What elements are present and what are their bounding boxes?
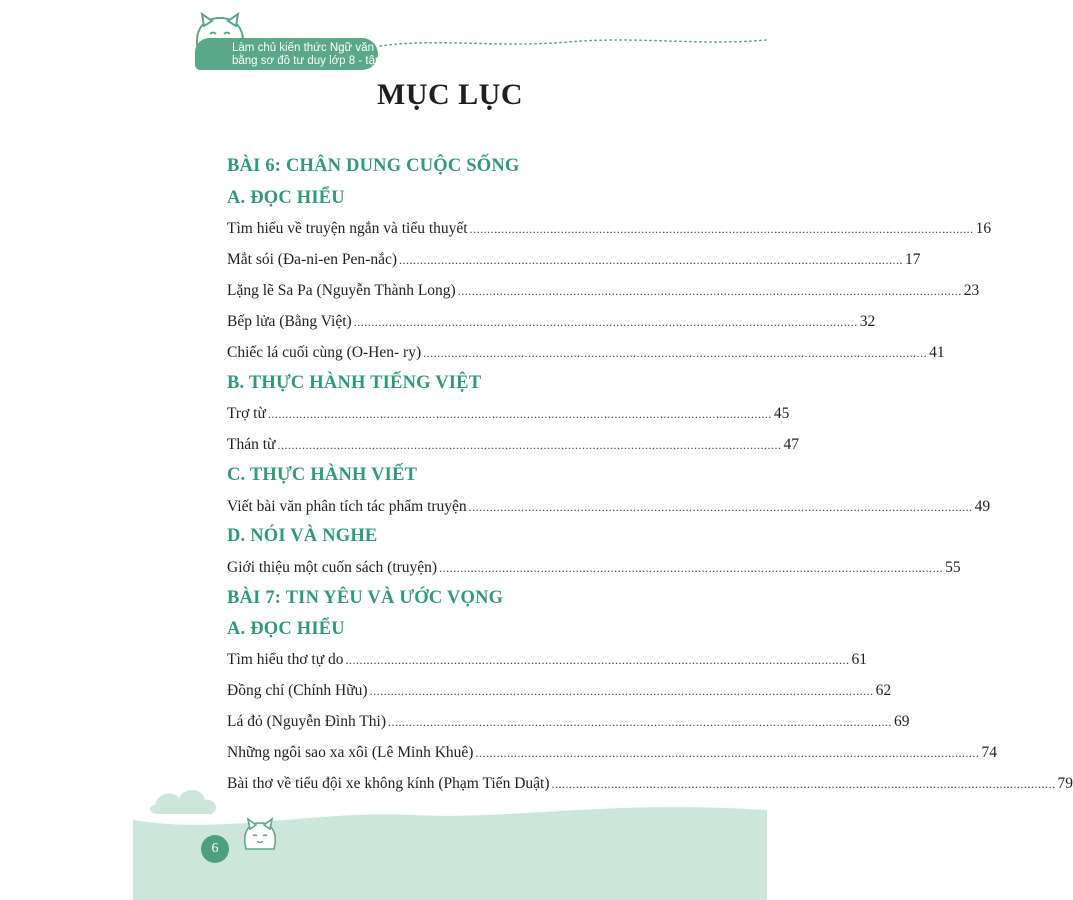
toc-entry-label: Thán từ bbox=[227, 436, 276, 453]
dot-leader: ................................................................................................................................................ bbox=[475, 746, 980, 760]
toc-entry-page: 69 bbox=[894, 713, 910, 730]
dotted-wave-divider bbox=[378, 36, 768, 50]
page-number: 6 bbox=[201, 835, 229, 863]
toc-entry[interactable] bbox=[227, 713, 910, 735]
series-title-line2: bằng sơ đồ tư duy lớp 8 - tập 2 bbox=[232, 55, 391, 67]
dot-leader: ................................................................................................................................................ bbox=[267, 407, 772, 421]
toc-entry[interactable] bbox=[227, 436, 799, 458]
toc-entry[interactable] bbox=[227, 559, 961, 581]
dot-leader: ................................................................................................................................................ bbox=[439, 561, 944, 575]
toc-entry-page: 47 bbox=[783, 436, 799, 453]
section-heading: C. THỰC HÀNH VIẾT bbox=[227, 465, 418, 485]
section-heading: A. ĐỌC HIỂU bbox=[227, 619, 345, 639]
lesson-6-title: BÀI 6: CHÂN DUNG CUỘC SỐNG bbox=[227, 156, 520, 176]
toc-entry-label: Mắt sói (Đa-ni-en Pen-nắc) bbox=[227, 251, 398, 268]
dot-leader: ................................................................................................................................................ bbox=[353, 315, 858, 329]
page-title: MỤC LỤC bbox=[377, 78, 523, 111]
section-heading: A. ĐỌC HIỂU bbox=[227, 188, 345, 208]
toc-entry-page: 79 bbox=[1057, 775, 1073, 792]
toc-entry[interactable] bbox=[227, 744, 997, 766]
dot-leader: ................................................................................................................................................ bbox=[551, 777, 1056, 791]
dot-leader: ................................................................................................................................................ bbox=[369, 684, 874, 698]
toc-entry[interactable] bbox=[227, 498, 991, 520]
toc-entry-label: Lá đỏ (Nguyễn Đình Thi) bbox=[227, 713, 386, 730]
toc-entry-page: 32 bbox=[859, 313, 876, 330]
toc-entry-label: Trợ từ bbox=[227, 405, 266, 422]
series-title-line1: Làm chủ kiến thức Ngữ văn bbox=[232, 42, 374, 54]
dot-leader: ................................................................................................................................................ bbox=[399, 253, 904, 267]
toc-entry-page: 23 bbox=[963, 282, 980, 299]
toc-entry[interactable] bbox=[227, 220, 992, 242]
toc-entry[interactable] bbox=[227, 282, 980, 304]
toc-entry-page: 61 bbox=[851, 651, 867, 668]
lesson-7-title: BÀI 7: TIN YÊU VÀ ƯỚC VỌNG bbox=[227, 588, 504, 608]
toc-entry[interactable] bbox=[227, 405, 790, 427]
dot-leader: ................................................................................................................................................ bbox=[277, 438, 782, 452]
toc-entry-page: 41 bbox=[929, 344, 945, 361]
cloud-decoration bbox=[150, 790, 216, 814]
toc-entry[interactable] bbox=[227, 775, 1073, 797]
toc-entry-page: 45 bbox=[773, 405, 790, 422]
toc-entry-label: Viết bài văn phân tích tác phẩm truyện bbox=[227, 498, 467, 515]
section-heading: B. THỰC HÀNH TIẾNG VIỆT bbox=[227, 373, 482, 393]
toc-entry-page: 55 bbox=[945, 559, 961, 576]
toc-entry-label: Chiếc lá cuối cùng (O-Hen- ry) bbox=[227, 344, 422, 361]
toc-entry-label: Lặng lẽ Sa Pa (Nguyễn Thành Long) bbox=[227, 282, 456, 299]
toc-entry-label: Giới thiệu một cuốn sách (truyện) bbox=[227, 559, 438, 576]
toc-entry[interactable] bbox=[227, 251, 921, 273]
toc-entry-page: 17 bbox=[905, 251, 921, 268]
series-title bbox=[232, 42, 391, 68]
section-heading: D. NÓI VÀ NGHE bbox=[227, 526, 378, 546]
toc-entry-label: Tìm hiểu về truyện ngắn và tiểu thuyết bbox=[227, 220, 468, 237]
toc-entry[interactable] bbox=[227, 313, 876, 335]
dot-leader: ................................................................................................................................................ bbox=[468, 500, 973, 514]
dot-leader: ................................................................................................................................................ bbox=[469, 222, 974, 236]
dot-leader: ................................................................................................................................................ bbox=[423, 346, 928, 360]
toc-entry[interactable] bbox=[227, 682, 892, 704]
dot-leader: ................................................................................................................................................ bbox=[457, 284, 962, 298]
toc-entry-page: 49 bbox=[974, 498, 991, 515]
dot-leader: ................................................................................................................................................ bbox=[388, 715, 892, 729]
cat-footer-icon bbox=[240, 815, 280, 857]
toc-entry[interactable] bbox=[227, 344, 945, 366]
toc-entry-page: 16 bbox=[975, 220, 992, 237]
toc-entry-label: Tìm hiểu thơ tự do bbox=[227, 651, 344, 668]
dot-leader: ................................................................................................................................................ bbox=[345, 653, 850, 667]
toc-entry[interactable] bbox=[227, 651, 867, 673]
toc-entry-page: 74 bbox=[981, 744, 997, 761]
toc-entry-label: Những ngôi sao xa xôi (Lê Minh Khuê) bbox=[227, 744, 474, 761]
toc-entry-label: Bếp lửa (Bằng Việt) bbox=[227, 313, 352, 330]
toc-entry-label: Bài thơ về tiểu đội xe không kính (Phạm Tiến Duật) bbox=[227, 775, 550, 792]
toc-entry-label: Đồng chí (Chính Hữu) bbox=[227, 682, 368, 699]
toc-entry-page: 62 bbox=[875, 682, 892, 699]
